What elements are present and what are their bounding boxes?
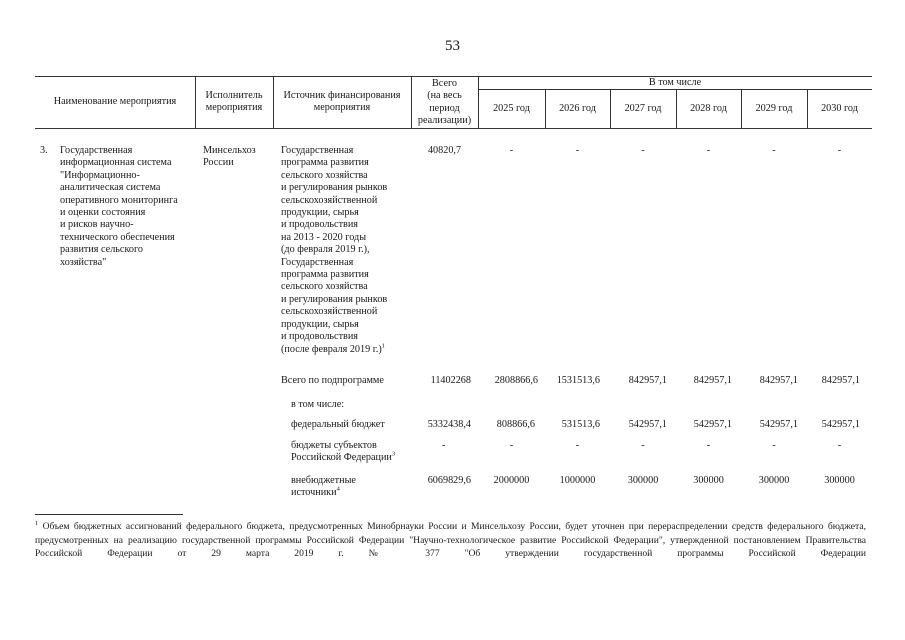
header-total: Всего (на весь период реализации) (417, 78, 472, 127)
row-source (281, 145, 413, 356)
row-year-value: - (575, 145, 580, 156)
subrow-label (291, 475, 411, 500)
row-year-value: - (706, 145, 711, 156)
page-number: 53 (445, 38, 460, 54)
subrow-year-value: 842957,1 (759, 375, 798, 386)
subrow-year-value: 2000000 (493, 475, 530, 486)
subrow-year-value: - (772, 440, 776, 451)
subrow-year-value: 531513,6 (561, 419, 600, 430)
header-year: 2030 год (821, 103, 858, 114)
subrow-year-value: 542957,1 (628, 419, 667, 430)
footnote-separator (35, 514, 183, 515)
row-year-value: - (772, 145, 776, 156)
subrow-year-value: 842957,1 (821, 375, 860, 386)
subrow-year-value: - (641, 440, 645, 451)
header-year: 2028 год (690, 103, 727, 114)
footnote (35, 520, 866, 561)
footnote-marker: 1 (381, 342, 385, 350)
header-source: Источник финансирования мероприятия (283, 90, 401, 114)
subrow-year-value: - (509, 440, 514, 451)
subrow-year-value: 808866,6 (496, 419, 535, 430)
subrow-year-value: 542957,1 (693, 419, 732, 430)
row-year-value: - (509, 145, 514, 156)
header-year: 2027 год (624, 103, 662, 114)
footnote-marker: 3 (391, 451, 396, 459)
subrow-year-value: 300000 (758, 475, 790, 486)
row-number: 3. (40, 145, 48, 156)
header-year: 2029 год (755, 103, 793, 114)
subrow-label: федеральный бюджет (291, 419, 385, 430)
row-source-text: Государственная программа развития сельского хозяйства и регулирования рынков сельскохозяйственной продукции, сырья и продовольствия на 2013 - 2020 годы (до февраля 2019 г.), Государственная программа развития сельского хозяйства и регулирования рынков сельскохозяйственной продукции, сырья и продовольствия (после февраля 2019 г.) (281, 145, 388, 355)
subrow-year-value: 542957,1 (821, 419, 860, 430)
subrow-label-text: внебюджетные источники (291, 475, 356, 499)
subrow-year-value: 2808866,6 (494, 375, 538, 386)
subrow-label: Всего по подпрограмме (281, 375, 384, 386)
subrow-year-value: - (837, 440, 842, 451)
row-executor: Минсельхоз России (203, 145, 256, 169)
subrow-year-value: 842957,1 (693, 375, 732, 386)
subrow-total: - (442, 440, 446, 451)
header-including: В том числе (648, 77, 702, 88)
subrow-label: в том числе: (291, 399, 345, 410)
subrow-total: 11402268 (430, 375, 471, 386)
subrow-total: 6069829,6 (427, 475, 471, 486)
subrow-year-value: - (706, 440, 711, 451)
row-name: Государственная информационная система "Информационно- аналитическая система оперативного мониторинга и оценки состояния и рисков научно- технического обеспечения развития сельского хозяйства" (60, 145, 178, 268)
row-total: 40820,7 (427, 145, 462, 156)
subrow-year-value: 842957,1 (628, 375, 667, 386)
subrow-year-value: 300000 (824, 475, 855, 486)
header-year: 2026 год (559, 103, 596, 114)
footnote-text: Объем бюджетных ассигнований федерального бюджета, предусмотренных Минобрнауки России и Минсельхозу России, будет уточнен при перераспределении средств федерального бюджета, предусмотренных на реализацию государственной программы Российской Федерации "Научно-технологическое развитие Российской Федерации", утвержденной постановлением Правительства Российской Федерации от 29 марта 2019 г. № 377 "Об утверждении государственной программы Российской Федерации (35, 521, 867, 560)
subrow-total: 5332438,4 (427, 419, 471, 430)
row-year-value: - (641, 145, 645, 156)
subrow-year-value: 300000 (627, 475, 659, 486)
subrow-year-value: 542957,1 (759, 419, 798, 430)
subrow-year-value: 300000 (693, 475, 724, 486)
subrow-label-text: бюджеты субъектов Российской Федерации (291, 440, 392, 464)
subrow-year-value: 1000000 (559, 475, 596, 486)
row-year-value: - (837, 145, 842, 156)
footnote-marker: 4 (336, 486, 340, 494)
subrow-label (291, 440, 411, 465)
header-bottom-border (35, 128, 872, 129)
header-name: Наименование мероприятия (53, 96, 177, 107)
footnote-number: 1 (35, 519, 39, 527)
subrow-year-value: 1531513,6 (556, 375, 600, 386)
header-year: 2025 год (493, 103, 530, 114)
subrow-year-value: - (575, 440, 580, 451)
header-executor: Исполнитель мероприятия (205, 90, 263, 114)
